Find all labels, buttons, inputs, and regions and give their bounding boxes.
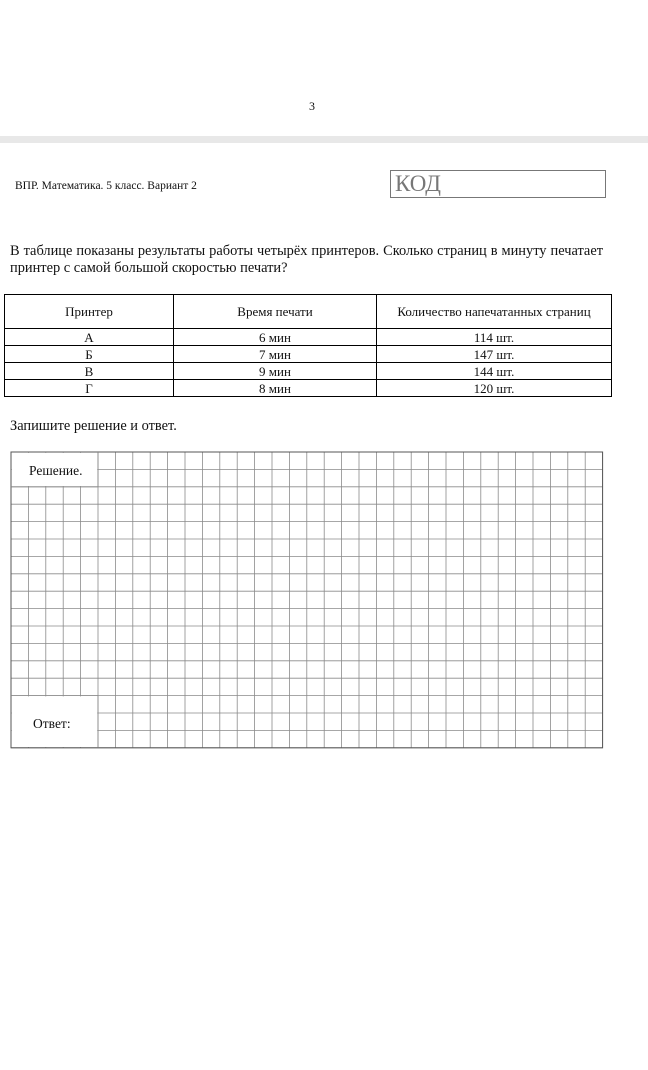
header-title: ВПР. Математика. 5 класс. Вариант 2 [15,180,197,192]
solution-label: Решение. [29,463,83,478]
cell-time: 9 мин [174,363,377,380]
header-printer: Принтер [5,295,174,329]
cell-printer: Г [5,380,174,397]
cell-printer: В [5,363,174,380]
page-number: 3 [309,99,315,113]
instruction-text: Запишите решение и ответ. [10,418,177,434]
cell-pages: 114 шт. [377,329,612,346]
cell-printer: Б [5,346,174,363]
cell-pages: 147 шт. [377,346,612,363]
question-text: В таблице показаны результаты работы четырёх принтеров. Сколько страниц в минуту печатает принтер с самой большой скоростью печати? [10,243,603,276]
cell-time: 6 мин [174,329,377,346]
cell-pages: 144 шт. [377,363,612,380]
header-pages-count: Количество напечатанных страниц [377,295,612,329]
cell-time: 7 мин [174,346,377,363]
header-print-time: Время печати [174,295,377,329]
code-input[interactable]: КОД [390,170,606,198]
cell-time: 8 мин [174,380,377,397]
answer-label: Ответ: [33,716,71,731]
cell-printer: А [5,329,174,346]
cell-pages: 120 шт. [377,380,612,397]
